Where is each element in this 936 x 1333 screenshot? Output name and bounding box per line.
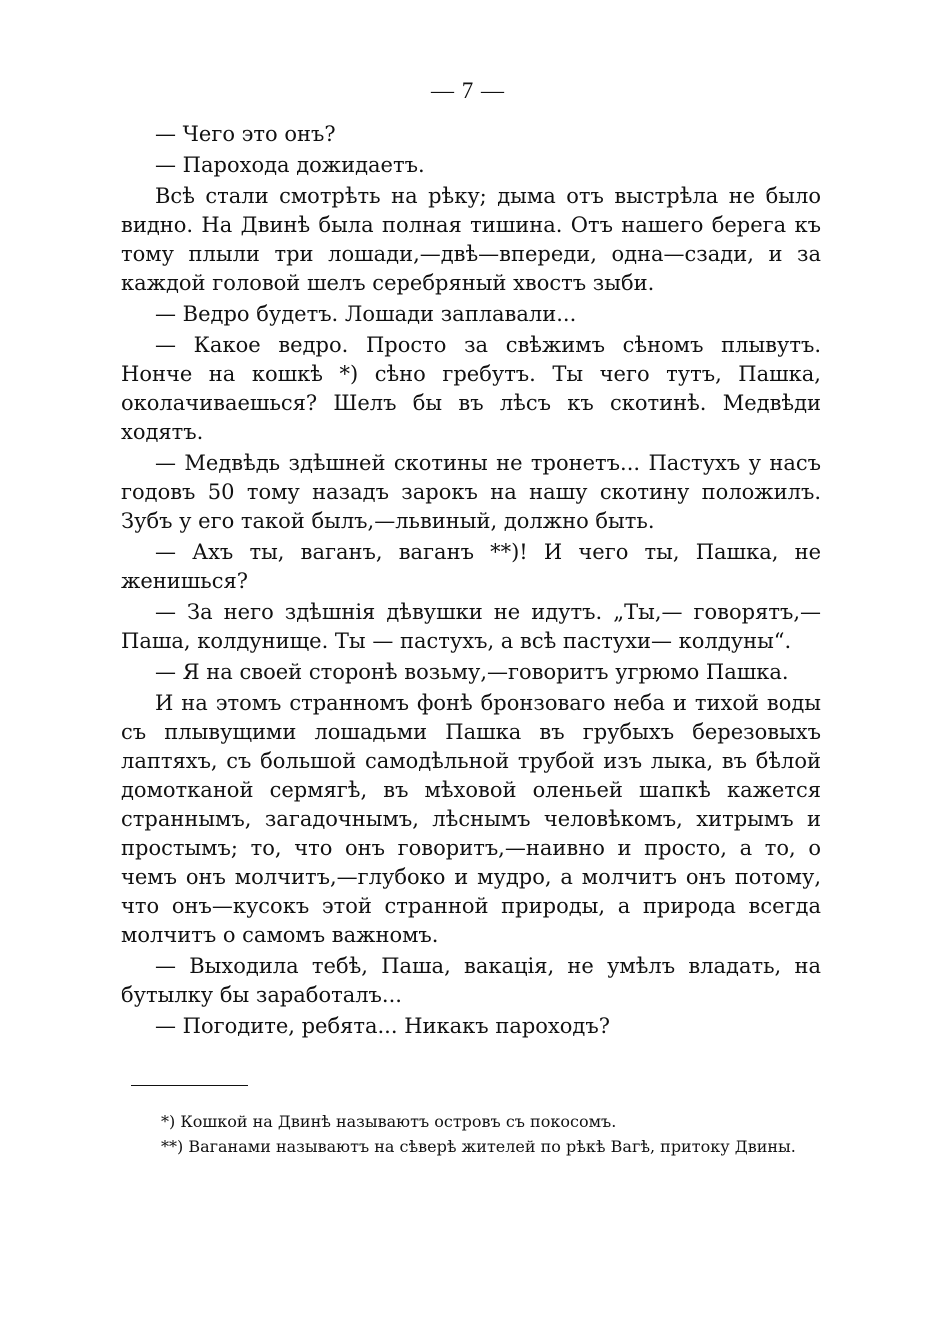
paragraph: — Медвѣдь здѣшней скотины не тронетъ... Пастухъ у насъ годовъ 50 тому назадъ зарокъ на нашу скотину положилъ. Зубъ у его такой былъ,—львиный, должно быть. [121,451,821,533]
paragraph: — Ахъ ты, ваганъ, ваганъ **)! И чего ты, Пашка, не женишься? [121,540,821,593]
paragraph: — Ведро будетъ. Лошади заплавали... [155,302,577,326]
paragraph: И на этомъ странномъ фонѣ бронзоваго неба и тихой воды съ плывущими лошадьми Пашка въ грубыхъ березовыхъ лаптяхъ, съ большой самодѣльной трубой изъ лыка, въ бѣлой домотканой сермягѣ, въ мѣховой оленьей шапкѣ кажется страннымъ, загадочнымъ, лѣснымъ человѣкомъ, хитрымъ и простымъ; то, что онъ говоритъ,—наивно и просто, а то, о чемъ онъ молчитъ,—глубоко и мудро, а молчитъ онъ потому, что онъ—кусокъ этой странной природы, а природа всегда молчитъ о самомъ важномъ. [121,691,821,947]
paragraph: — За него здѣшнія дѣвушки не идутъ. „Ты,— говорятъ,— Паша, колдунище. Ты — пастухъ, а всѣ пастухи— колдуны“. [121,600,821,653]
paragraph: — Выходила тебѣ, Паша, вакація, не умѣлъ владать, на бутылку бы заработалъ... [121,954,821,1007]
paragraph: — Погодите, ребята... Никакъ пароходъ? [155,1014,610,1038]
footnote: *) Кошкой на Двинѣ называютъ островъ съ покосомъ. [161,1112,617,1131]
page-number: — 7 — [431,78,505,103]
paragraph: Всѣ стали смотрѣть на рѣку; дыма отъ выстрѣла не было видно. На Двинѣ была полная тишина. Отъ нашего берега къ тому плыли три лошади,—двѣ—впереди, одна—сзади, и за каждой головой шелъ серебряный хвостъ зыби. [121,184,821,295]
footnote-divider [131,1085,248,1086]
paragraph: — Чего это онъ? [155,122,336,146]
paragraph: — Я на своей сторонѣ возьму,—говоритъ угрюмо Пашка. [155,660,789,684]
footnotes [121,1109,821,1159]
footnote: **) Ваганами называютъ на сѣверѣ жителей по рѣкѣ Вагѣ, притоку Двины. [161,1137,796,1156]
body-text [121,120,821,1043]
paragraph: — Парохода дожидаетъ. [155,153,425,177]
paragraph: — Какое ведро. Просто за свѣжимъ сѣномъ плывутъ. Нонче на кошкѣ *) сѣно гребутъ. Ты чего тутъ, Пашка, околачиваешься? Шелъ бы въ лѣсъ къ скотинѣ. Медвѣди ходятъ. [121,333,821,444]
